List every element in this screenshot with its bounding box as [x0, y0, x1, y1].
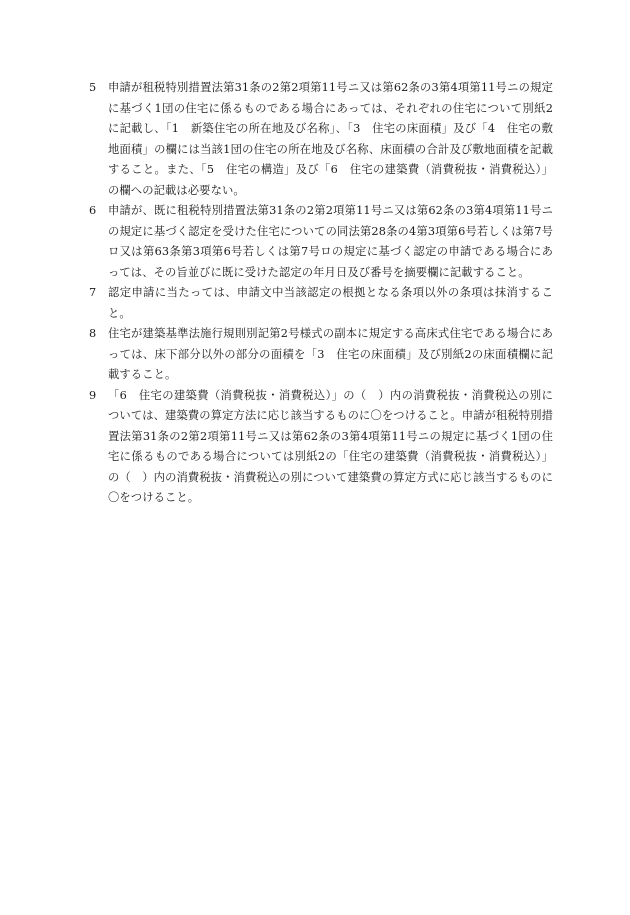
note-number: 5	[89, 81, 97, 94]
note-item-9	[89, 386, 553, 509]
note-text: 申請が租税特別措置法第31条の2第2項第11号ニ又は第62条の3第4項第11号ニの規定に基づく1団の住宅に係るものである場合にあっては、それぞれの住宅について別紙2に記載し、「1 新築住宅の所在地及び名称」、「3 住宅の床面積」及び「4 住宅の敷地面積」の欄には当該1団の住宅の所在地及び名称、床面積の合計及び敷地面積を記載すること。また、「5 住宅の構造」及び「6 住宅の建築費（消費税抜・消費税込）」の欄への記載は必要ない。	[108, 81, 553, 197]
note-text: 「6 住宅の建築費（消費税抜・消費税込）」の（ ）内の消費税抜・消費税込の別については、建築費の算定方法に応じ該当するものに〇をつけること。申請が租税特別措置法第31条の2第2項第11号ニ又は第62条の3第4項第11号ニの規定に基づく1団の住宅に係るものである場合については別紙2の「住宅の建築費（消費税抜・消費税込）」の（ ）内の消費税抜・消費税込の別について建築費の算定方式に応じ該当するものに〇をつけること。	[108, 388, 553, 504]
note-item-8	[89, 324, 553, 386]
note-text: 認定申請に当たっては、申請文中当該認定の根拠となる条項以外の条項は抹消すること。	[108, 286, 553, 320]
note-item-6	[89, 201, 553, 283]
note-item-5	[89, 78, 553, 201]
note-text: 住宅が建築基準法施行規則別記第2号様式の副本に規定する高床式住宅である場合にあっては、床下部分以外の部分の面積を「3 住宅の床面積」及び別紙2の床面積欄に記載すること。	[108, 327, 553, 381]
note-number: 6	[89, 204, 97, 217]
note-text: 申請が、既に租税特別措置法第31条の2第2項第11号ニ又は第62条の3第4項第11号ニの規定に基づく認定を受けた住宅についての同法第28条の4第3項第6号若しくは第7号ロ又は第63条第3項第6号若しくは第7号ロの規定に基づく認定の申請である場合にあっては、その旨並びに既に受けた認定の年月日及び番号を摘要欄に記載すること。	[108, 204, 553, 279]
notes-list	[89, 78, 553, 509]
note-item-7	[89, 283, 553, 324]
note-number: 8	[89, 327, 97, 340]
note-number: 9	[89, 388, 97, 402]
note-number: 7	[89, 286, 97, 299]
